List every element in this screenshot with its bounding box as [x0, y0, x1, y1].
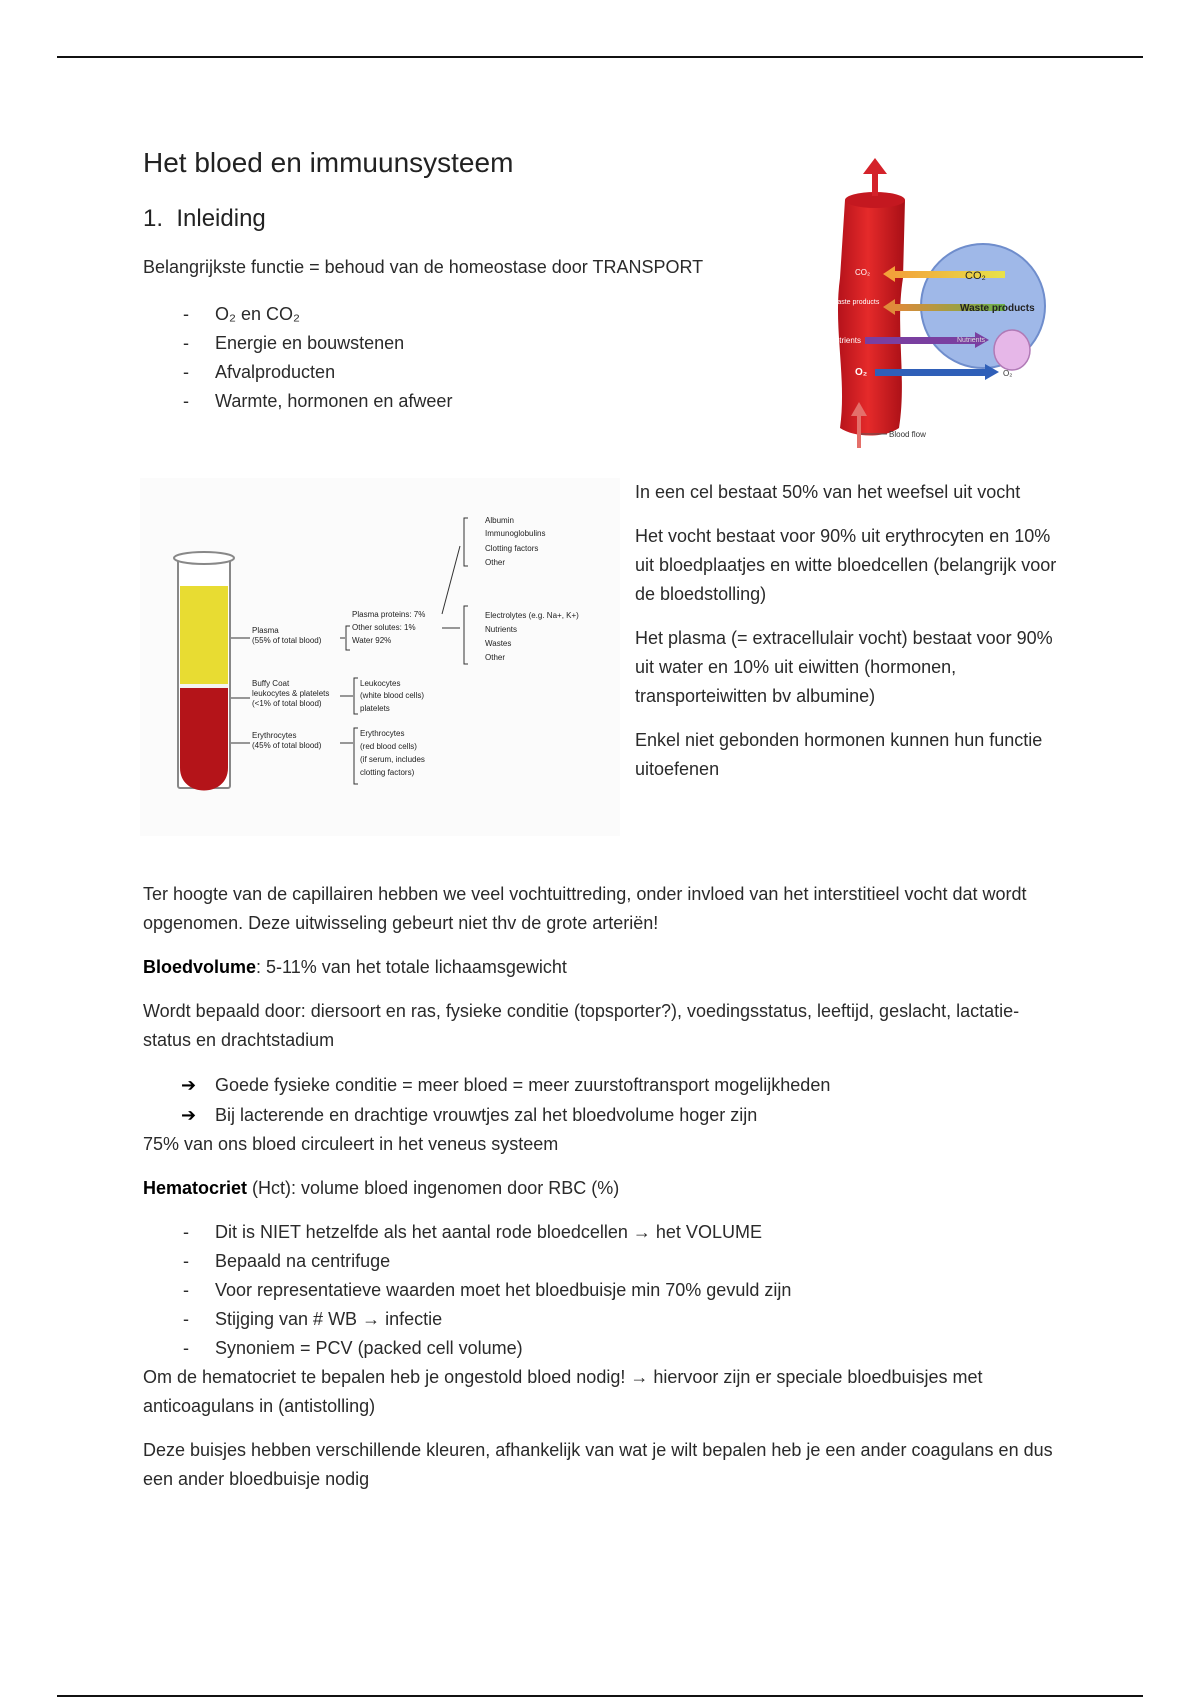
label-wastes: Wastes — [485, 639, 512, 648]
list-item: - Bepaald na centrifuge — [143, 1247, 1063, 1276]
list-item: - Energie en bouwstenen — [143, 329, 743, 358]
label-buffy-coat: Buffy Coat — [252, 679, 290, 688]
list-item: ➔ Bij lacterende en drachtige vrouwtjes zal het bloedvolume hoger zijn — [143, 1100, 1063, 1130]
paragraph-determined: Wordt bepaald door: diersoort en ras, fysieke conditie (topsporter?), voedingsstatus, leeftijd, geslacht, lactatie-status en drachtstadium — [143, 1001, 1020, 1050]
label-water: Water 92% — [352, 636, 392, 645]
blood-composition-figure — [140, 478, 620, 836]
term-blood-volume: Bloedvolume — [143, 957, 257, 977]
right-column — [635, 478, 1065, 799]
label-white-cells: (white blood cells) — [360, 691, 425, 700]
list-item: - Dit is NIET hetzelfde als het aantal rode bloedcellen → het VOLUME — [143, 1218, 1063, 1247]
label-platelets: platelets — [360, 704, 390, 713]
paragraph-blood-volume — [143, 953, 1063, 982]
label-clotting: Clotting factors — [485, 544, 539, 553]
label-plasma: Plasma — [252, 626, 279, 635]
plasma-layer — [180, 586, 228, 684]
erythrocyte-layer — [180, 688, 228, 791]
label-plasma-pct: (55% of total blood) — [252, 636, 322, 645]
label-o2-right: O₂ — [1003, 369, 1013, 378]
list-item: - Voor representatieve waarden moet het bloedbuisje min 70% gevuld zijn — [143, 1276, 1063, 1305]
label-immunoglobulins: Immunoglobulins — [485, 529, 546, 538]
label-red-cells: (red blood cells) — [360, 742, 417, 751]
list-item: - Stijging van # WB → infectie — [143, 1305, 1063, 1334]
label-nutrients-left: Nutrients — [829, 336, 862, 345]
label-waste-left: Waste products — [831, 299, 880, 306]
blood-volume-text: : 5-11% van het totale lichaamsgewicht — [256, 957, 567, 977]
header-rule — [57, 56, 1143, 58]
label-co2-left: CO₂ — [855, 268, 871, 277]
label-leukocytes: Leukocytes — [360, 679, 401, 688]
label-o2-left: O₂ — [855, 367, 868, 378]
paragraph-hematocrit — [143, 1174, 1063, 1203]
section-title: Inleiding — [176, 205, 266, 232]
label-nutrients: Nutrients — [485, 625, 518, 634]
main-body — [143, 880, 1063, 1509]
arrow-icon: ➔ — [181, 1075, 197, 1095]
label-serum-1: (if serum, includes — [360, 755, 425, 764]
arrow-icon: ➔ — [181, 1105, 197, 1125]
label-blood-flow: Blood flow — [889, 430, 926, 439]
list-item: - Afvalproducten — [143, 358, 743, 387]
label-other-solutes: Other solutes: 1% — [352, 623, 416, 632]
label-other-1: Other — [485, 558, 506, 567]
term-hematocrit: Hematocriet — [143, 1178, 248, 1198]
label-co2-right: CO₂ — [965, 270, 986, 282]
footer-rule — [57, 1695, 1143, 1697]
label-buffy-pct: (<1% of total blood) — [252, 699, 322, 708]
intro-text: Belangrijkste functie = behoud van de homeostase door TRANSPORT — [143, 257, 704, 277]
label-plasma-proteins: Plasma proteins: 7% — [352, 610, 426, 619]
vessel-exchange-figure — [815, 158, 1060, 458]
paragraph: Het vocht bestaat voor 90% uit erythrocyten en 10% uit bloedplaatjes en witte bloedcellen (belangrijk voor de bloedstolling) — [635, 526, 1057, 604]
label-erythrocytes-pct: (45% of total blood) — [252, 741, 322, 750]
paragraph-hct-method: Om de hematocriet te bepalen heb je ongestold bloed nodig! → hiervoor zijn er speciale bloedbuisjes met anticoagulans in (antistolling) — [143, 1367, 983, 1416]
arrow-up-icon — [863, 158, 887, 174]
label-other-2: Other — [485, 653, 506, 662]
list-item: - Synoniem = PCV (packed cell volume) — [143, 1334, 1063, 1363]
label-ery2: Erythrocytes — [360, 729, 405, 738]
label-electrolytes: Electrolytes (e.g. Na+, K+) — [485, 611, 579, 620]
arrow-list — [143, 1070, 1063, 1130]
label-erythrocytes: Erythrocytes — [252, 731, 297, 740]
list-item: - O₂ en CO₂ — [143, 300, 743, 329]
paragraph-tubes: Deze buisjes hebben verschillende kleuren, afhankelijk van wat je wilt bepalen heb je een ander coagulans en dus een ander bloedbuisje nodig — [143, 1440, 1053, 1489]
page-title: Het bloed en immuunsysteem — [143, 147, 514, 178]
nucleus-shape — [994, 330, 1030, 370]
label-albumin: Albumin — [485, 516, 514, 525]
paragraph: Het plasma (= extracellulair vocht) bestaat voor 90% uit water en 10% uit eiwitten (hormonen, transporteiwitten bv albumine) — [635, 628, 1053, 706]
section-heading — [143, 205, 266, 233]
label-nutrients-right: Nutrients — [957, 337, 986, 344]
hematocrit-list — [143, 1218, 1063, 1363]
list-item: - Warmte, hormonen en afweer — [143, 387, 743, 416]
label-waste-right: Waste products — [960, 303, 1035, 314]
list-item: ➔ Goede fysieke conditie = meer bloed = meer zuurstoftransport mogelijkheden — [143, 1070, 1063, 1100]
paragraph-venous: 75% van ons bloed circuleert in het veneus systeem — [143, 1134, 559, 1154]
paragraph-capillaries: Ter hoogte van de capillairen hebben we veel vochtuittreding, onder invloed van het interstitieel vocht dat wordt opgenomen. Deze uitwisseling gebeurt niet thv de grote arteriën! — [143, 884, 1027, 933]
paragraph: Enkel niet gebonden hormonen kunnen hun functie uitoefenen — [635, 730, 1043, 779]
label-buffy-desc: leukocytes & platelets — [252, 689, 330, 698]
buffy-coat-layer — [180, 684, 228, 688]
hematocrit-text: (Hct): volume bloed ingenomen door RBC (%) — [247, 1178, 620, 1198]
label-serum-2: clotting factors) — [360, 768, 415, 777]
section-number: 1. — [143, 205, 164, 232]
transport-list — [143, 300, 743, 416]
paragraph: In een cel bestaat 50% van het weefsel uit vocht — [635, 482, 1021, 502]
